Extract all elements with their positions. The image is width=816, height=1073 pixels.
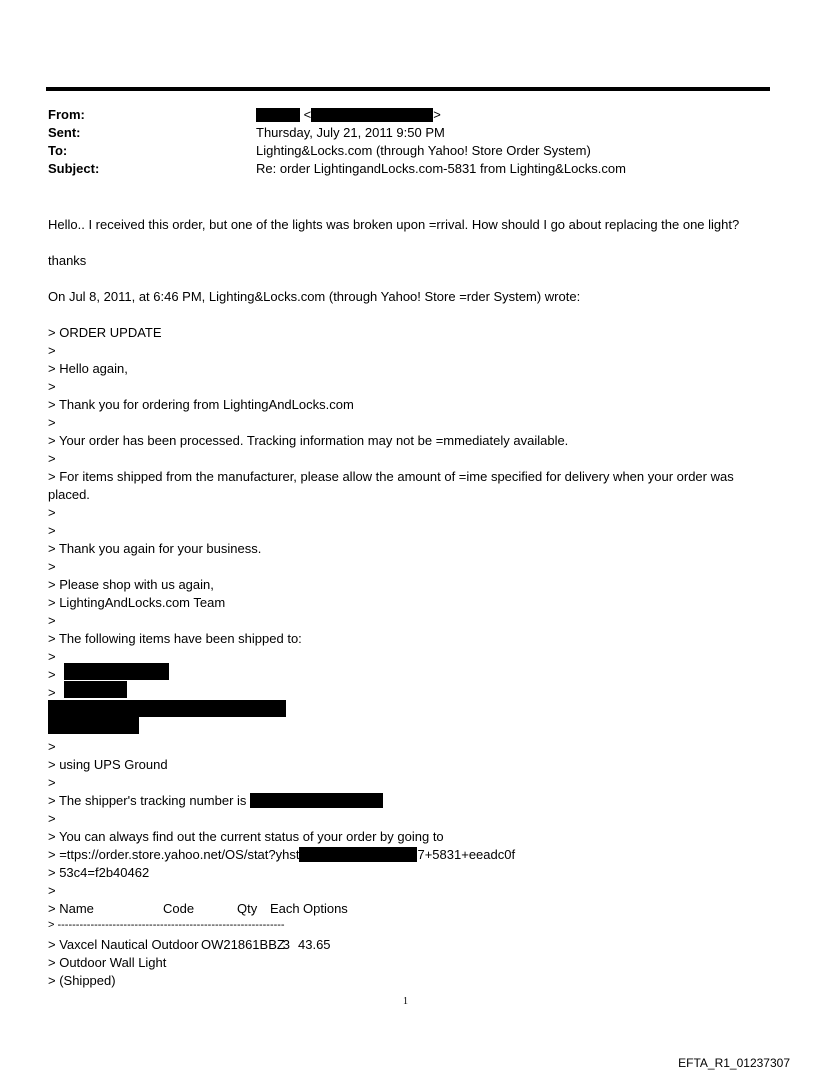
redaction-box xyxy=(64,681,127,698)
thanks: thanks xyxy=(48,253,87,268)
quote-order-update: > ORDER UPDATE xyxy=(48,325,162,340)
quote-hash: > 53c4=f2b40462 xyxy=(48,865,150,880)
item-each: 43.65 xyxy=(298,937,331,952)
quote-marker: > xyxy=(48,883,56,898)
from-lt: < xyxy=(303,107,312,122)
quote-marker: > xyxy=(48,451,56,466)
document-id: EFTA_R1_01237307 xyxy=(678,1056,790,1070)
quote-tracking xyxy=(48,792,383,810)
quote-marker: > xyxy=(48,739,56,754)
redaction-box xyxy=(250,793,383,808)
item-name-cont: > Outdoor Wall Light xyxy=(48,955,167,970)
item-qty: 3 xyxy=(282,937,290,952)
quote-marker: > xyxy=(48,379,56,394)
item-name: > Vaxcel Nautical Outdoor xyxy=(48,937,199,952)
from-gt: > xyxy=(433,107,441,122)
redaction-box xyxy=(48,717,139,734)
quote-items-shipped: > For items shipped from the manufacturer, please allow the amount of =ime specified for delivery when your order was placed. xyxy=(48,469,734,502)
redaction-box xyxy=(64,663,169,680)
quote-marker: > xyxy=(48,415,56,430)
quote-intro: On Jul 8, 2011, at 6:46 PM, Lighting&Locks.com (through Yahoo! Store =rder System) wrote: xyxy=(48,289,581,304)
email-header xyxy=(48,106,773,178)
url-start: > =ttps://order.store.yahoo.net/OS/stat?yhst xyxy=(48,847,300,862)
quote-processed: > Your order has been processed. Tracking information may not be =mmediately available. xyxy=(48,433,569,448)
tracking-text: > The shipper's tracking number is xyxy=(48,793,247,808)
quote-marker: > xyxy=(48,523,56,538)
col-code-header: Code xyxy=(163,901,195,916)
header-rule xyxy=(46,87,770,91)
quote-marker: > xyxy=(48,685,56,700)
subject-label: Subject: xyxy=(48,161,100,176)
quote-marker: > xyxy=(48,559,56,574)
to-label: To: xyxy=(48,143,68,158)
table-row xyxy=(48,936,331,954)
quote-marker: > xyxy=(48,811,56,826)
quote-thank-again: > Thank you again for your business. xyxy=(48,541,262,556)
redaction-box xyxy=(311,108,433,122)
quote-marker: > xyxy=(48,775,56,790)
col-each-header: Each xyxy=(270,901,300,916)
redaction-box xyxy=(256,108,300,122)
quote-status: > You can always find out the current status of your order by going to xyxy=(48,829,444,844)
quote-marker: > xyxy=(48,649,56,664)
url-end: 7+5831+eeadc0f xyxy=(417,847,516,862)
quote-marker: > xyxy=(48,505,56,520)
item-status: > (Shipped) xyxy=(48,973,116,988)
item-code: OW21861BBZ xyxy=(201,937,285,952)
quote-thank-ordering: > Thank you for ordering from LightingAndLocks.com xyxy=(48,397,354,412)
page-number: 1 xyxy=(403,996,408,1007)
quote-hello-again: > Hello again, xyxy=(48,361,128,376)
quote-marker: > xyxy=(48,667,56,682)
quote-marker: > xyxy=(48,343,56,358)
sent-label: Sent: xyxy=(48,125,81,140)
redaction-box xyxy=(48,700,286,717)
col-qty-header: Qty xyxy=(237,901,258,916)
redaction-box xyxy=(299,847,417,862)
quote-shop-again: > Please shop with us again, xyxy=(48,577,214,592)
quote-marker: > xyxy=(48,613,56,628)
to-value: Lighting&Locks.com (through Yahoo! Store Order System) xyxy=(256,143,591,158)
from-label: From: xyxy=(48,107,85,122)
quote-url xyxy=(48,846,515,864)
subject-value: Re: order LightingandLocks.com-5831 from Lighting&Locks.com xyxy=(256,161,626,176)
greeting: Hello.. I received this order, but one of the lights was broken upon =rrival. How should I go about replacing the one light? xyxy=(48,217,740,232)
from-value xyxy=(256,106,441,124)
quote-ups: > using UPS Ground xyxy=(48,757,168,772)
table-divider: > -------------------------------------------------------------- xyxy=(48,919,285,931)
sent-value: Thursday, July 21, 2011 9:50 PM xyxy=(256,125,445,140)
col-options-header: Options xyxy=(303,901,348,916)
col-name-header: > Name xyxy=(48,901,94,916)
quote-team: > LightingAndLocks.com Team xyxy=(48,595,226,610)
quote-following: > The following items have been shipped to: xyxy=(48,631,302,646)
